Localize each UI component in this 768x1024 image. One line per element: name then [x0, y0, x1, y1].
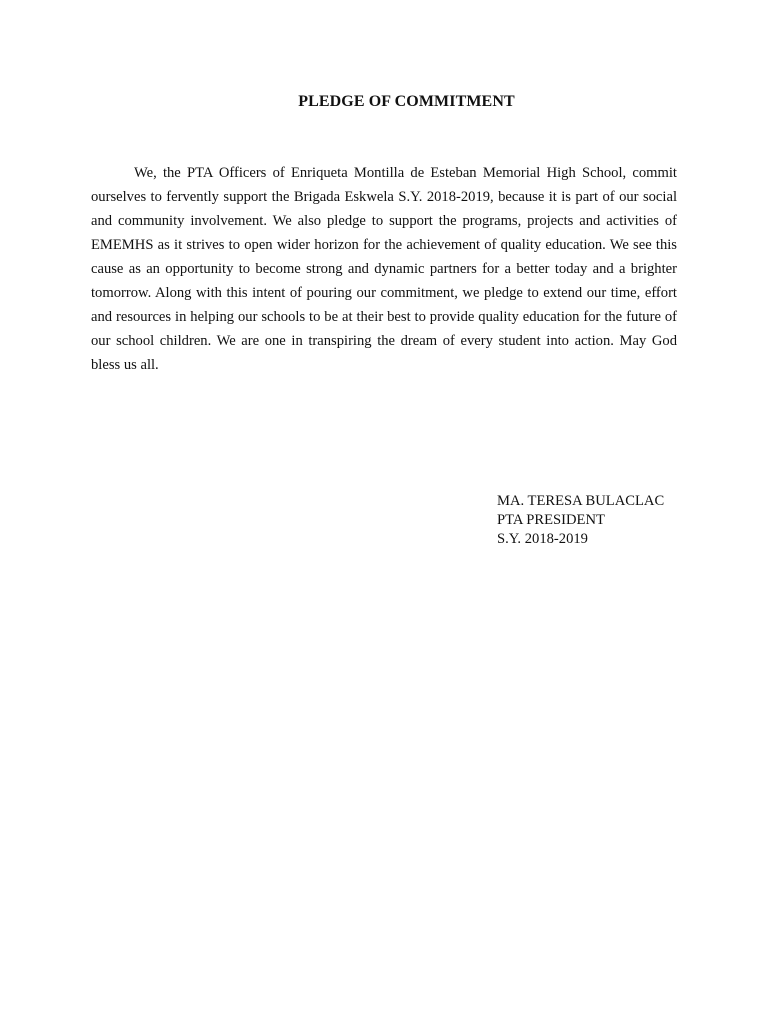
signatory-position: PTA PRESIDENT: [497, 512, 605, 528]
pledge-paragraph: We, the PTA Officers of Enriqueta Montilla de Esteban Memorial High School, commit ourselves to fervently support the Brigada Eskwela S.Y. 2018-2019, because it is part of our social and community involvement. We also pledge to support the programs, projects and activities of EMEMHS as it strives to open wider horizon for the achievement of quality education. We see this cause as an opportunity to become strong and dynamic partners for a better today and a brighter tomorrow. Along with this intent of pouring our commitment, we pledge to extend our time, effort and resources in helping our schools to be at their best to provide quality education for the future of our school children. We are one in transpiring the dream of every student into action. May God bless us all.: [91, 165, 677, 373]
signatory-name: MA. TERESA BULACLAC: [497, 493, 665, 509]
signature-block: [497, 492, 737, 549]
signatory-school-year: S.Y. 2018-2019: [497, 531, 588, 547]
document-title: PLEDGE OF COMMITMENT: [298, 93, 515, 110]
